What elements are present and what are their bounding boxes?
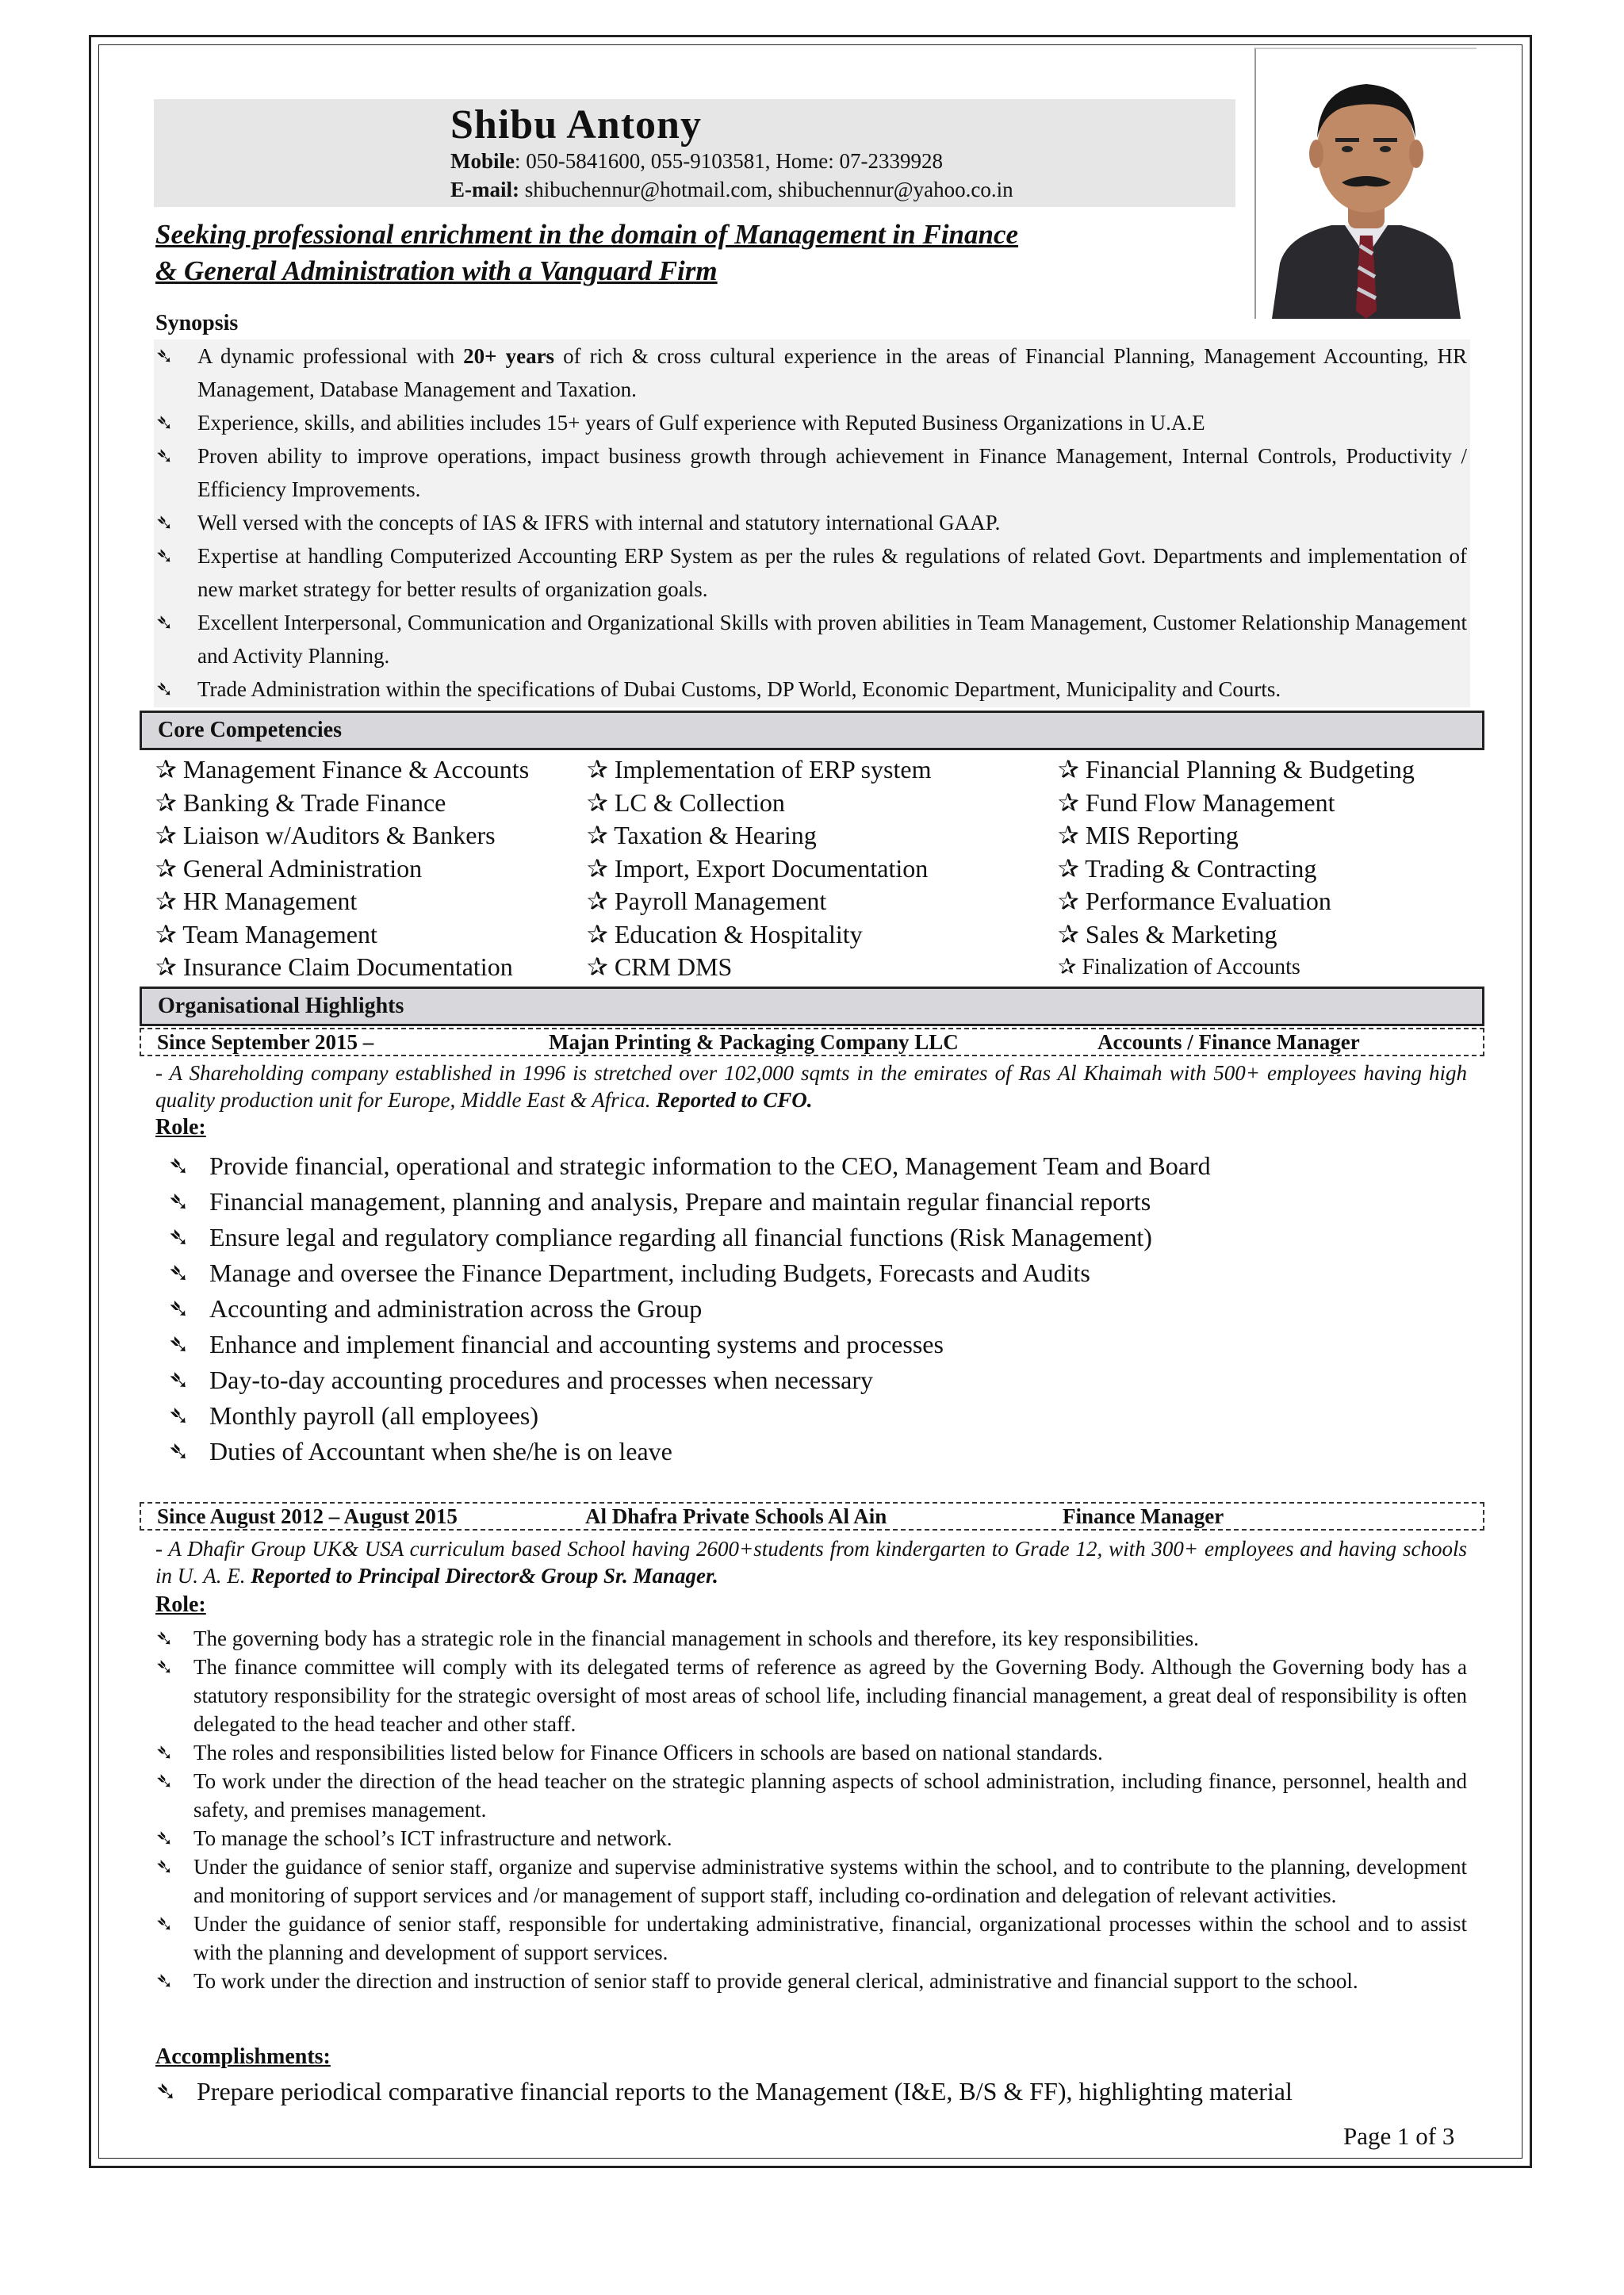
role-item: ➴ To manage the school’s ICT infrastructure and network. <box>155 1824 1467 1852</box>
arrow-bullet-icon: ➴ <box>155 1626 174 1650</box>
role-item: ➴ To work under the direction of the head teacher on the strategic planning aspects of school administration, including finance, personnel, health and safety, and premises management. <box>155 1767 1467 1824</box>
star-icon: ✰ <box>1058 919 1079 948</box>
arrow-bullet-icon: ➴ <box>155 2077 177 2105</box>
synopsis-title: Synopsis <box>155 311 239 335</box>
arrow-bullet-icon: ➴ <box>155 611 174 634</box>
arrow-bullet-icon: ➴ <box>155 1769 174 1793</box>
competency-item: ✰ Import, Export Documentation <box>587 853 929 883</box>
competency-item: ✰ Insurance Claim Documentation <box>155 952 513 981</box>
star-icon: ✰ <box>587 821 608 849</box>
mobile-line <box>450 149 943 174</box>
competencies-column-2 <box>587 753 931 984</box>
competency-item: ✰ Trading & Contracting <box>1058 853 1317 883</box>
profile-photo <box>1254 48 1477 319</box>
arrow-bullet-icon: ➴ <box>168 1151 190 1180</box>
role-item: ➴ The roles and responsibilities listed below for Finance Officers in schools are based on national standards. <box>155 1738 1467 1767</box>
job-position: Accounts / Finance Manager <box>1097 1030 1360 1054</box>
competency-item: ✰ MIS Reporting <box>1058 821 1239 849</box>
role-item: ➴ The finance committee will comply with its delegated terms of reference as agreed by the Governing Body. Although the Governing body has a statutory responsibility for the strategic oversight of most areas of school life, including financial management, a great deal of responsibility is often delegated to the head teacher and other staff. <box>155 1653 1467 1738</box>
synopsis-item: ➴ Experience, skills, and abilities includes 15+ years of Gulf experience with Reputed Business Organizations in U.A.E <box>155 406 1467 439</box>
arrow-bullet-icon: ➴ <box>168 1259 190 1287</box>
accomplishments-list <box>155 2074 1467 2109</box>
star-icon: ✰ <box>155 919 177 948</box>
job-company: Majan Printing & Packaging Company LLC <box>549 1030 959 1054</box>
arrow-bullet-icon: ➴ <box>155 444 174 468</box>
synopsis-item: ➴ Well versed with the concepts of IAS & IFRS with internal and statutory international GAAP. <box>155 506 1467 539</box>
star-icon: ✰ <box>587 919 608 948</box>
competency-item: ✰ Finalization of Accounts <box>1058 955 1300 979</box>
arrow-bullet-icon: ➴ <box>155 677 174 701</box>
arrow-bullet-icon: ➴ <box>155 411 174 435</box>
arrow-bullet-icon: ➴ <box>168 1294 190 1323</box>
star-icon: ✰ <box>155 787 177 817</box>
competency-item: ✰ Team Management <box>155 919 377 948</box>
candidate-name: Shibu Antony <box>450 102 702 148</box>
synopsis-item: ➴ A dynamic professional with 20+ years of rich & cross cultural experience in the areas of Financial Planning, Management Accounting, HR Management, Database Management and Taxation. <box>155 339 1467 406</box>
star-icon: ✰ <box>155 853 177 883</box>
role-item: ➴ Accounting and administration across the Group <box>168 1291 1469 1327</box>
star-icon: ✰ <box>155 821 177 849</box>
role-item: ➴ Provide financial, operational and strategic information to the CEO, Management Team and Board <box>168 1148 1469 1184</box>
arrow-bullet-icon: ➴ <box>155 1969 174 1993</box>
role-item: ➴ Enhance and implement financial and accounting systems and processes <box>168 1327 1469 1362</box>
competency-item: ✰ Financial Planning & Budgeting <box>1058 755 1415 784</box>
competency-item: ✰ Performance Evaluation <box>1058 887 1331 915</box>
competency-item: ✰ HR Management <box>155 887 358 915</box>
role-item: ➴ Day-to-day accounting procedures and processes when necessary <box>168 1362 1469 1398</box>
email-value: shibuchennur@hotmail.com, shibuchennur@yahoo.co.in <box>519 178 1013 201</box>
accomplishments-label: Accomplishments: <box>155 2044 331 2069</box>
star-icon: ✰ <box>1058 755 1079 784</box>
role-list-1 <box>168 1148 1469 1469</box>
competency-item: ✰ CRM DMS <box>587 952 733 981</box>
role-item: ➴ Ensure legal and regulatory compliance regarding all financial functions (Risk Management) <box>168 1220 1469 1255</box>
mobile-value: : 050-5841600, 055-9103581, Home: 07-2339928 <box>515 149 943 173</box>
star-icon: ✰ <box>1058 887 1079 915</box>
role-label-2: Role: <box>155 1592 206 1617</box>
competency-item: ✰ Liaison w/Auditors & Bankers <box>155 821 496 849</box>
competency-item: ✰ Taxation & Hearing <box>587 821 817 849</box>
role-item: ➴ The governing body has a strategic role in the financial management in schools and therefore, its key responsibilities. <box>155 1624 1467 1653</box>
email-line <box>450 178 1013 202</box>
page-number: Page 1 of 3 <box>1343 2122 1455 2150</box>
star-icon: ✰ <box>155 755 177 784</box>
arrow-bullet-icon: ➴ <box>155 544 174 568</box>
competency-item: ✰ Fund Flow Management <box>1058 787 1335 817</box>
job-description-2: - A Dhafir Group UK& USA curriculum based School having 2600+students from kindergarten to Grade 12, with 300+ employees and having schools in U. A. E. Reported to Principal Director& Group Sr. Manager. <box>155 1537 1467 1588</box>
job-heading-1 <box>140 1028 1484 1056</box>
competency-item: ✰ Implementation of ERP system <box>587 755 932 784</box>
mobile-label: Mobile <box>450 149 515 173</box>
synopsis-item: ➴ Proven ability to improve operations, impact business growth through achievement in Finance Management, Internal Controls, Productivity / Efficiency Improvements. <box>155 439 1467 506</box>
accomplishment-item: ➴ Prepare periodical comparative financial reports to the Management (I&E, B/S & FF), highlighting material <box>155 2074 1467 2109</box>
organisational-highlights-header: Organisational Highlights <box>140 987 1484 1026</box>
competencies-column-1 <box>155 753 529 984</box>
role-item: ➴ To work under the direction and instruction of senior staff to provide general clerical, administrative and financial support to the school. <box>155 1967 1467 1995</box>
competency-item: ✰ Management Finance & Accounts <box>155 755 530 784</box>
arrow-bullet-icon: ➴ <box>168 1187 190 1216</box>
star-icon: ✰ <box>587 952 608 981</box>
star-icon: ✰ <box>1058 955 1077 979</box>
role-item: ➴ Under the guidance of senior staff, responsible for undertaking administrative, financial, organizational processes within the school and to assist with the planning and development of support services. <box>155 1910 1467 1967</box>
role-item: ➴ Monthly payroll (all employees) <box>168 1398 1469 1434</box>
role-item: ➴ Under the guidance of senior staff, organize and supervise administrative systems within the school, and to contribute to the planning, development and monitoring of support services and /or management of support staff, including co-ordination and delegation of relevant activities. <box>155 1852 1467 1910</box>
arrow-bullet-icon: ➴ <box>155 1655 174 1679</box>
core-competencies-header: Core Competencies <box>140 711 1484 750</box>
job-heading-2 <box>140 1502 1484 1531</box>
arrow-bullet-icon: ➴ <box>155 1855 174 1879</box>
arrow-bullet-icon: ➴ <box>168 1401 190 1430</box>
star-icon: ✰ <box>587 853 608 883</box>
email-label: E-mail: <box>450 178 519 201</box>
job-period: Since August 2012 – August 2015 <box>157 1504 458 1528</box>
role-item: ➴ Duties of Accountant when she/he is on leave <box>168 1434 1469 1469</box>
competencies-column-3 <box>1058 753 1415 984</box>
synopsis-item: ➴ Excellent Interpersonal, Communication and Organizational Skills with proven abilities in Team Management, Customer Relationship Management and Activity Planning. <box>155 606 1467 672</box>
star-icon: ✰ <box>1058 821 1079 849</box>
star-icon: ✰ <box>155 952 177 981</box>
arrow-bullet-icon: ➴ <box>155 344 174 368</box>
job-position: Finance Manager <box>1063 1504 1224 1528</box>
star-icon: ✰ <box>587 755 608 784</box>
job-description-1: - A Shareholding company established in 1996 is stretched over 102,000 sqmts in the emirates of Ras Al Khaimah with 500+ employees having high quality production unit for Europe, Middle East & Africa. Reported to CFO. <box>155 1061 1467 1112</box>
arrow-bullet-icon: ➴ <box>155 1826 174 1850</box>
synopsis-item: ➴ Expertise at handling Computerized Accounting ERP System as per the rules & regulations of related Govt. Departments and implementation of new market strategy for better results of organization goals. <box>155 539 1467 606</box>
role-item: ➴ Financial management, planning and analysis, Prepare and maintain regular financial reports <box>168 1184 1469 1220</box>
objective-line-1: Seeking professional enrichment in the domain of Management in Finance <box>155 219 1019 250</box>
competency-item: ✰ Banking & Trade Finance <box>155 787 446 817</box>
star-icon: ✰ <box>1058 787 1079 817</box>
competency-item: ✰ Payroll Management <box>587 887 827 915</box>
arrow-bullet-icon: ➴ <box>168 1437 190 1466</box>
competency-item: ✰ Education & Hospitality <box>587 919 863 948</box>
arrow-bullet-icon: ➴ <box>155 1912 174 1936</box>
synopsis-list <box>155 339 1467 706</box>
star-icon: ✰ <box>587 787 608 817</box>
objective-line-2: & General Administration with a Vanguard Firm <box>155 255 718 286</box>
synopsis-item: ➴ Trade Administration within the specifications of Dubai Customs, DP World, Economic Department, Municipality and Courts. <box>155 672 1467 706</box>
star-icon: ✰ <box>587 887 608 915</box>
role-label-1: Role: <box>155 1115 206 1140</box>
competency-item: ✰ Sales & Marketing <box>1058 919 1277 948</box>
job-period: Since September 2015 – <box>157 1030 374 1054</box>
job-company: Al Dhafra Private Schools Al Ain <box>585 1504 887 1528</box>
arrow-bullet-icon: ➴ <box>168 1330 190 1358</box>
star-icon: ✰ <box>155 887 177 915</box>
competency-item: ✰ LC & Collection <box>587 787 785 817</box>
arrow-bullet-icon: ➴ <box>168 1366 190 1394</box>
role-item: ➴ Manage and oversee the Finance Department, including Budgets, Forecasts and Audits <box>168 1255 1469 1291</box>
competency-item: ✰ General Administration <box>155 853 423 883</box>
star-icon: ✰ <box>1058 853 1079 883</box>
arrow-bullet-icon: ➴ <box>168 1223 190 1251</box>
role-list-2 <box>155 1624 1467 1995</box>
arrow-bullet-icon: ➴ <box>155 511 174 534</box>
arrow-bullet-icon: ➴ <box>155 1741 174 1764</box>
